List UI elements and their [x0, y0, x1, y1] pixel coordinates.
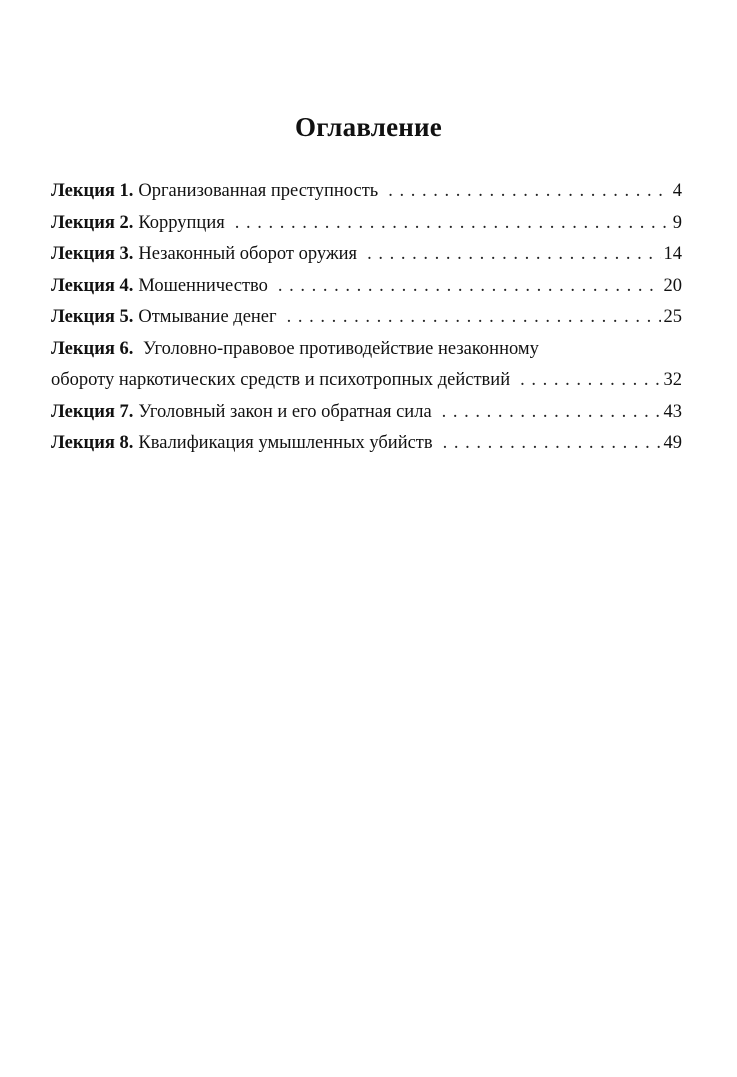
- toc-entry-page: 14: [663, 244, 682, 264]
- toc-entry-7[interactable]: [51, 397, 682, 429]
- toc-entry-label: Лекция 2.: [51, 212, 134, 233]
- toc-entry-page: 4: [672, 181, 682, 201]
- toc-entry-label: Лекция 4.: [51, 275, 134, 296]
- toc-entry-label: Лекция 6.: [51, 338, 134, 359]
- table-of-contents: [51, 176, 682, 460]
- toc-entry-title: Уголовный закон и его обратная сила: [138, 401, 432, 422]
- toc-entry-title: Организованная преступность: [138, 181, 379, 201]
- toc-entry-page: 43: [663, 401, 682, 422]
- toc-entry-2[interactable]: [51, 208, 682, 240]
- dot-leader: [388, 176, 670, 208]
- toc-entry-title: Отмывание денег: [138, 307, 277, 327]
- toc-entry-page: 25: [663, 307, 682, 327]
- toc-entry-page: 20: [663, 275, 682, 296]
- toc-entry-8[interactable]: [51, 428, 682, 460]
- toc-entry-4[interactable]: [51, 271, 682, 303]
- toc-entry-title: Незаконный оборот оружия: [138, 244, 358, 264]
- toc-entry-label: Лекция 5.: [51, 307, 134, 327]
- toc-entry-6-continuation[interactable]: [51, 365, 682, 397]
- toc-title: Оглавление: [295, 112, 442, 142]
- toc-entry-6[interactable]: [51, 334, 682, 366]
- toc-entry-title: Квалификация умышленных убийств: [138, 433, 433, 453]
- toc-entry-title: Уголовно-правовое противодействие незаконному: [142, 338, 539, 359]
- toc-entry-page: 32: [663, 370, 682, 390]
- dot-leader: [235, 208, 670, 240]
- dot-leader: [520, 365, 660, 397]
- dot-leader: [278, 271, 661, 303]
- dot-leader: [442, 397, 661, 429]
- toc-entry-5[interactable]: [51, 302, 682, 334]
- toc-entry-3[interactable]: [51, 239, 682, 271]
- toc-entry-page: 9: [672, 212, 682, 233]
- dot-leader: [443, 428, 661, 460]
- dot-leader: [367, 239, 660, 271]
- toc-entry-page: 49: [663, 433, 682, 453]
- toc-entry-label: Лекция 8.: [51, 433, 134, 453]
- toc-entry-label: Лекция 3.: [51, 244, 134, 264]
- toc-entry-title-continuation: обороту наркотических средств и психотропных действий: [51, 370, 511, 390]
- toc-entry-label: Лекция 1.: [51, 181, 134, 201]
- toc-entry-label: Лекция 7.: [51, 401, 134, 422]
- toc-entry-title: Мошенничество: [138, 275, 268, 296]
- dot-leader: [287, 302, 661, 334]
- toc-entry-1[interactable]: [51, 176, 682, 208]
- toc-entry-title: Коррупция: [138, 212, 225, 233]
